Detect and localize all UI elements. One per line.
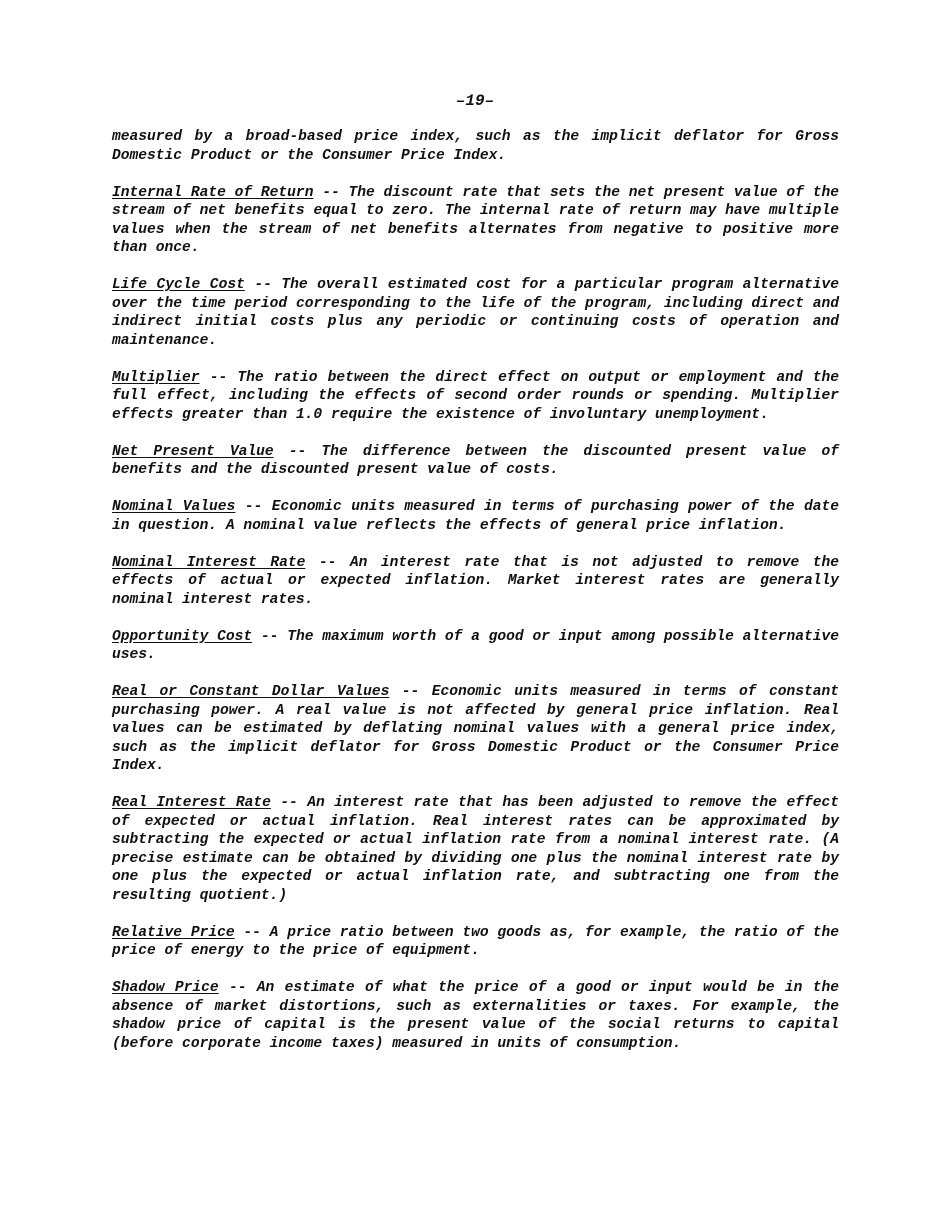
definition-text: -- The maximum worth of a good or input among possible alternative uses. <box>112 628 840 663</box>
definition-multiplier <box>112 369 839 425</box>
definition-text: -- Economic units measured in terms of purchasing power of the date in question. A nominal value reflects the effects of general price inflation. <box>112 499 839 534</box>
definition-text: -- The difference between the discounted present value of benefits and the discounted present value of costs. <box>112 443 839 478</box>
glossary-content <box>112 128 839 1072</box>
definition-opportunity-cost <box>112 628 839 665</box>
definition-relative-price <box>112 924 839 961</box>
term-nominal-interest-rate: Nominal Interest Rate <box>112 554 306 571</box>
definition-nominal-interest-rate <box>112 554 839 610</box>
definition-shadow-price <box>112 979 839 1053</box>
term-opportunity-cost: Opportunity Cost <box>112 628 253 645</box>
term-relative-price: Relative Price <box>112 924 235 941</box>
term-internal-rate-of-return: Internal Rate of Return <box>112 184 314 201</box>
term-life-cycle-cost: Life Cycle Cost <box>112 277 245 293</box>
page-number: –19– <box>455 92 495 110</box>
term-real-interest-rate: Real Interest Rate <box>112 795 271 811</box>
definition-text: -- An interest rate that has been adjusted to remove the effect of expected or actual inflation. Real interest rates can be approximated by subtracting the expected or actual inflation rate from a nominal interest rate. (A precise estimate can be obtained by dividing one plus the nominal interest rate by one plus the expected or actual inflation rate, and subtracting one from the resulting quotient.) <box>112 795 839 904</box>
definition-nominal-values <box>112 498 839 535</box>
definition-real-interest-rate <box>112 794 839 905</box>
term-shadow-price: Shadow Price <box>112 980 219 996</box>
definition-real-or-constant-dollar-values <box>112 683 839 776</box>
intro-paragraph: measured by a broad-based price index, such as the implicit deflator for Gross Domestic Product or the Consumer Price Index. <box>112 129 839 164</box>
definition-text: -- The ratio between the direct effect on output or employment and the full effect, including the effects of second order rounds or spending. Multiplier effects greater than 1.0 require the existence of involuntary unemployment. <box>112 369 839 423</box>
definition-text: -- An interest rate that is not adjusted to remove the effects of actual or expected inflation. Market interest rates are generally nominal interest rates. <box>112 554 839 608</box>
definition-life-cycle-cost <box>112 276 839 350</box>
definition-net-present-value <box>112 443 839 480</box>
term-net-present-value: Net Present Value <box>112 443 274 460</box>
definition-internal-rate-of-return <box>112 184 839 258</box>
definition-text: -- The overall estimated cost for a particular program alternative over the time period corresponding to the life of the program, including direct and indirect initial costs plus any periodic or continuing costs of operation and maintenance. <box>112 277 839 349</box>
term-real-or-constant-dollar-values: Real or Constant Dollar Values <box>112 684 390 700</box>
definition-text: -- The discount rate that sets the net present value of the stream of net benefits equal to zero. The internal rate of return may have multiple values when the stream of net benefits alternates from negative to positive more than once. <box>112 184 839 256</box>
term-nominal-values: Nominal Values <box>112 499 236 515</box>
definition-text: -- A price ratio between two goods as, for example, the ratio of the price of energy to the price of equipment. <box>112 924 840 959</box>
definition-text: -- An estimate of what the price of a good or input would be in the absence of market distortions, such as externalities or taxes. For example, the shadow price of capital is the present value of the social returns to capital (before corporate income taxes) measured in units of consumption. <box>112 980 840 1052</box>
definition-text: -- Economic units measured in terms of constant purchasing power. A real value is not affected by general price inflation. Real values can be estimated by deflating nominal values with a general price index, such as the implicit deflator for Gross Domestic Product or the Consumer Price Index. <box>112 684 840 774</box>
term-multiplier: Multiplier <box>112 369 200 386</box>
